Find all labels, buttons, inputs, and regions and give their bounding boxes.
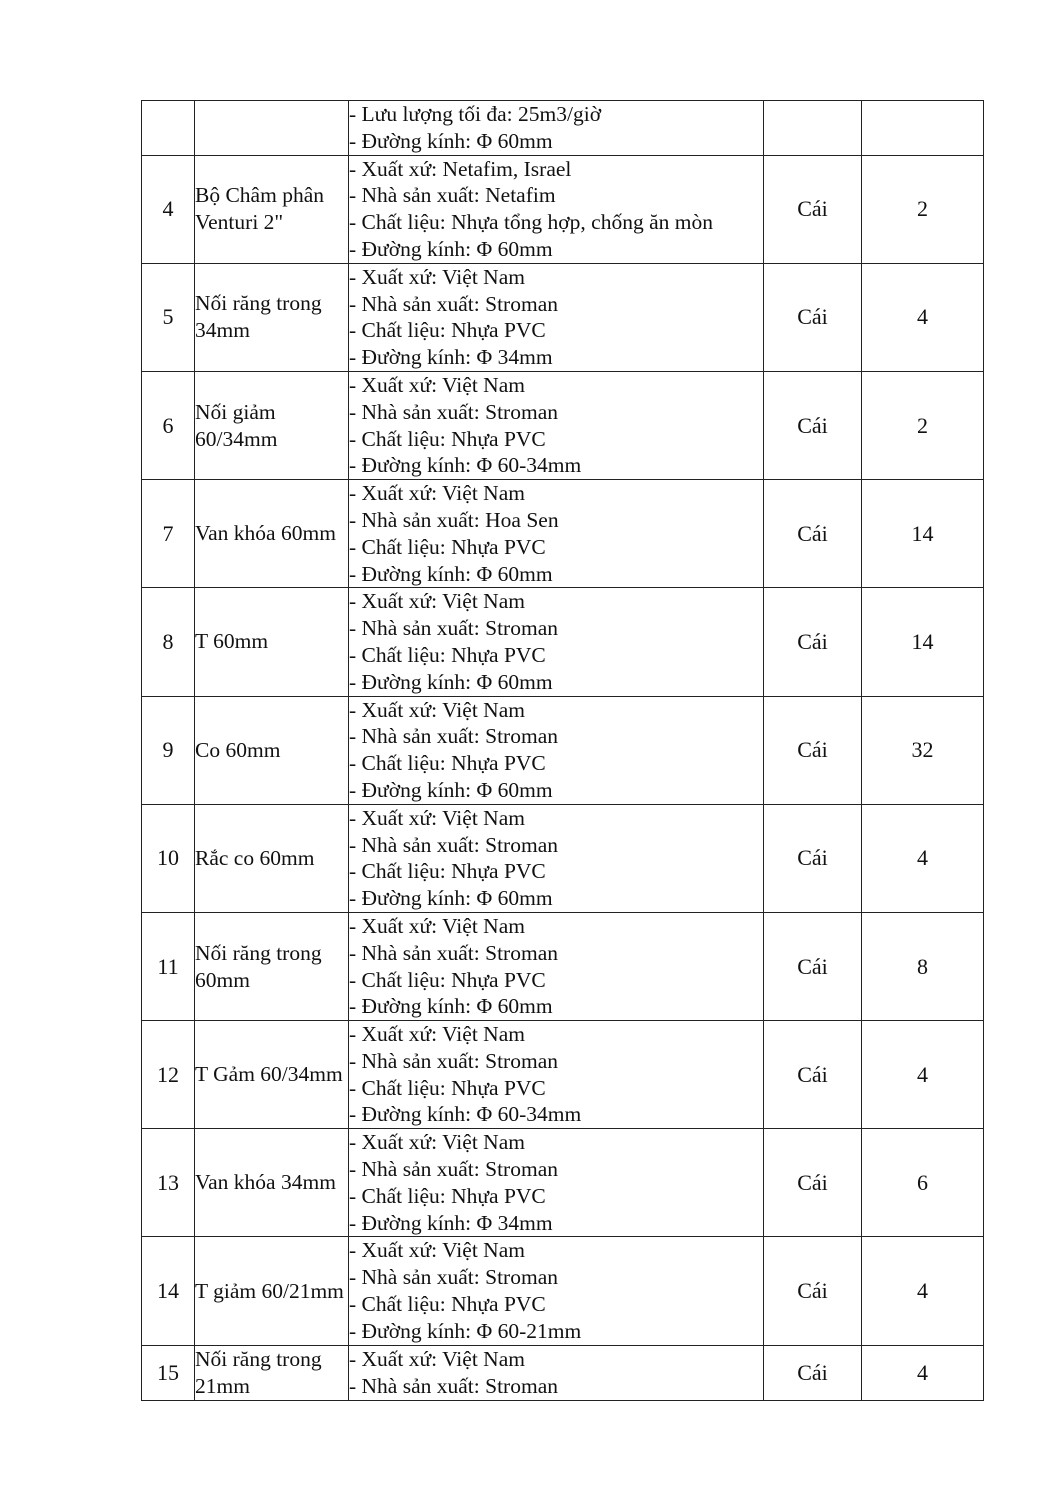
spec-line: - Chất liệu: Nhựa PVC xyxy=(349,859,546,884)
item-unit xyxy=(764,101,862,156)
spec-line: - Chất liệu: Nhựa PVC xyxy=(349,318,546,343)
spec-line: - Nhà sản xuất: Stroman xyxy=(349,616,558,641)
item-quantity: 2 xyxy=(862,155,984,263)
table-row xyxy=(142,912,984,1020)
item-specs xyxy=(349,912,764,1020)
item-specs xyxy=(349,696,764,804)
item-quantity: 4 xyxy=(862,1021,984,1129)
item-unit: Cái xyxy=(764,1021,862,1129)
table-row xyxy=(142,696,984,804)
item-unit: Cái xyxy=(764,912,862,1020)
spec-line: - Đường kính: Φ 60mm xyxy=(349,236,553,261)
item-unit: Cái xyxy=(764,1345,862,1400)
item-specs xyxy=(349,263,764,371)
spec-line: - Lưu lượng tối đa: 25m3/giờ xyxy=(349,102,602,126)
item-quantity: 2 xyxy=(862,371,984,479)
item-number: 4 xyxy=(142,155,195,263)
spec-line: - Xuất xứ: Việt Nam xyxy=(349,1022,525,1047)
item-name: Co 60mm xyxy=(195,696,349,804)
spec-line: - Chất liệu: Nhựa PVC xyxy=(349,1292,546,1317)
spec-line: - Xuất xứ: Việt Nam xyxy=(349,1346,525,1371)
item-number: 8 xyxy=(142,588,195,696)
spec-line: - Nhà sản xuất: Stroman xyxy=(349,291,558,316)
table-row xyxy=(142,804,984,912)
spec-line: - Xuất xứ: Việt Nam xyxy=(349,481,525,506)
item-number: 13 xyxy=(142,1129,195,1237)
item-name: Van khóa 60mm xyxy=(195,480,349,588)
spec-line: - Nhà sản xuất: Stroman xyxy=(349,399,558,424)
item-specs xyxy=(349,371,764,479)
item-name: Nối răng trong 34mm xyxy=(195,263,349,371)
table-row xyxy=(142,155,984,263)
item-unit: Cái xyxy=(764,804,862,912)
spec-line: - Nhà sản xuất: Stroman xyxy=(349,832,558,857)
item-number: 15 xyxy=(142,1345,195,1400)
spec-line: - Nhà sản xuất: Stroman xyxy=(349,724,558,749)
item-number: 7 xyxy=(142,480,195,588)
spec-line: - Đường kính: Φ 60-34mm xyxy=(349,1102,582,1127)
item-unit: Cái xyxy=(764,371,862,479)
spec-line: - Đường kính: Φ 60-34mm xyxy=(349,453,582,478)
item-quantity: 4 xyxy=(862,1237,984,1345)
item-name: Nối răng trong 21mm xyxy=(195,1345,349,1400)
item-unit: Cái xyxy=(764,696,862,804)
item-specs xyxy=(349,588,764,696)
item-quantity: 32 xyxy=(862,696,984,804)
table-row xyxy=(142,1129,984,1237)
spec-line: - Đường kính: Φ 60mm xyxy=(349,128,553,153)
item-unit: Cái xyxy=(764,263,862,371)
item-quantity: 8 xyxy=(862,912,984,1020)
item-specs xyxy=(349,480,764,588)
spec-line: - Xuất xứ: Việt Nam xyxy=(349,1130,525,1155)
item-unit: Cái xyxy=(764,155,862,263)
item-number: 9 xyxy=(142,696,195,804)
item-name: Bộ Châm phân Venturi 2" xyxy=(195,155,349,263)
item-specs xyxy=(349,155,764,263)
spec-line: - Đường kính: Φ 60mm xyxy=(349,561,553,586)
spec-line: - Xuất xứ: Netafim, Israel xyxy=(349,156,572,181)
spec-line: - Xuất xứ: Việt Nam xyxy=(349,589,525,614)
item-quantity: 14 xyxy=(862,480,984,588)
item-name: Van khóa 34mm xyxy=(195,1129,349,1237)
item-unit: Cái xyxy=(764,1237,862,1345)
spec-line: - Đường kính: Φ 60mm xyxy=(349,994,553,1019)
spec-line: - Chất liệu: Nhựa PVC xyxy=(349,967,546,992)
spec-line: - Chất liệu: Nhựa PVC xyxy=(349,1075,546,1100)
spec-line: - Xuất xứ: Việt Nam xyxy=(349,372,525,397)
item-name: T giảm 60/21mm xyxy=(195,1237,349,1345)
spec-line: - Nhà sản xuất: Stroman xyxy=(349,940,558,965)
item-unit: Cái xyxy=(764,1129,862,1237)
item-specs xyxy=(349,1345,764,1400)
spec-line: - Xuất xứ: Việt Nam xyxy=(349,697,525,722)
item-number: 12 xyxy=(142,1021,195,1129)
table-row xyxy=(142,371,984,479)
item-quantity: 6 xyxy=(862,1129,984,1237)
spec-line: - Đường kính: Φ 34mm xyxy=(349,1210,553,1235)
spec-line: - Nhà sản xuất: Netafim xyxy=(349,183,556,208)
item-number: 5 xyxy=(142,263,195,371)
item-quantity: 4 xyxy=(862,1345,984,1400)
spec-line: - Đường kính: Φ 34mm xyxy=(349,345,553,370)
item-quantity xyxy=(862,101,984,156)
table-row xyxy=(142,263,984,371)
spec-line: - Đường kính: Φ 60mm xyxy=(349,886,553,911)
table-row xyxy=(142,101,984,156)
table-row xyxy=(142,1345,984,1400)
spec-line: - Xuất xứ: Việt Nam xyxy=(349,1238,525,1263)
spec-line: - Chất liệu: Nhựa PVC xyxy=(349,751,546,776)
spec-line: - Xuất xứ: Việt Nam xyxy=(349,913,525,938)
item-unit: Cái xyxy=(764,480,862,588)
item-number: 11 xyxy=(142,912,195,1020)
item-specs xyxy=(349,101,764,156)
spec-line: - Nhà sản xuất: Hoa Sen xyxy=(349,507,559,532)
spec-line: - Chất liệu: Nhựa tổng hợp, chống ăn mòn xyxy=(349,210,713,235)
item-specs xyxy=(349,1237,764,1345)
spec-line: - Chất liệu: Nhựa PVC xyxy=(349,534,546,559)
table-row xyxy=(142,1021,984,1129)
item-number: 10 xyxy=(142,804,195,912)
spec-line: - Đường kính: Φ 60mm xyxy=(349,777,553,802)
item-number xyxy=(142,101,195,156)
item-name xyxy=(195,101,349,156)
item-quantity: 4 xyxy=(862,804,984,912)
item-quantity: 14 xyxy=(862,588,984,696)
item-number: 14 xyxy=(142,1237,195,1345)
spec-line: - Xuất xứ: Việt Nam xyxy=(349,264,525,289)
item-name: Nối răng trong 60mm xyxy=(195,912,349,1020)
item-specs xyxy=(349,1021,764,1129)
item-number: 6 xyxy=(142,371,195,479)
spec-line: - Xuất xứ: Việt Nam xyxy=(349,805,525,830)
table-body xyxy=(142,101,984,1401)
item-quantity: 4 xyxy=(862,263,984,371)
spec-line: - Đường kính: Φ 60mm xyxy=(349,669,553,694)
item-specs xyxy=(349,804,764,912)
table-row xyxy=(142,480,984,588)
spec-line: - Chất liệu: Nhựa PVC xyxy=(349,426,546,451)
spec-line: - Đường kính: Φ 60-21mm xyxy=(349,1318,582,1343)
spec-line: - Nhà sản xuất: Stroman xyxy=(349,1157,558,1182)
spec-line: - Nhà sản xuất: Stroman xyxy=(349,1373,558,1398)
item-name: Rắc co 60mm xyxy=(195,804,349,912)
item-name: Nối giảm 60/34mm xyxy=(195,371,349,479)
materials-table xyxy=(141,100,984,1401)
spec-line: - Nhà sản xuất: Stroman xyxy=(349,1048,558,1073)
spec-line: - Nhà sản xuất: Stroman xyxy=(349,1265,558,1290)
item-name: T Gảm 60/34mm xyxy=(195,1021,349,1129)
item-name: T 60mm xyxy=(195,588,349,696)
item-specs xyxy=(349,1129,764,1237)
spec-line: - Chất liệu: Nhựa PVC xyxy=(349,1183,546,1208)
spec-line: - Chất liệu: Nhựa PVC xyxy=(349,642,546,667)
table-row xyxy=(142,588,984,696)
table-row xyxy=(142,1237,984,1345)
item-unit: Cái xyxy=(764,588,862,696)
